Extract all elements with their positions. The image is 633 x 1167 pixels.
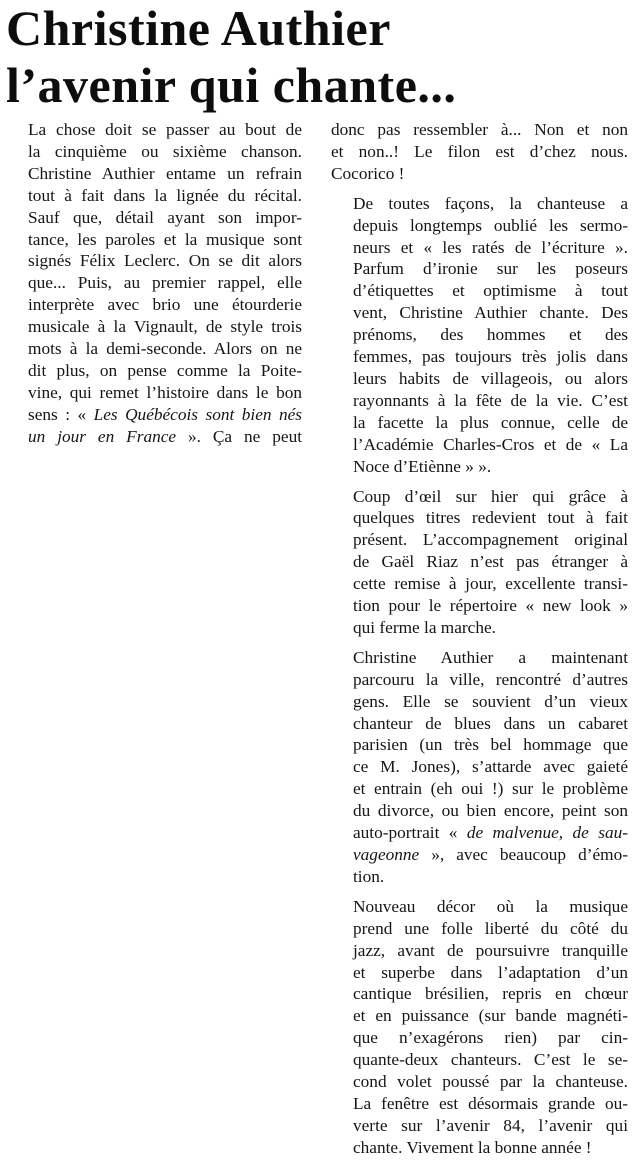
text-line: que n’exagérons rien) par cin- [353, 1028, 628, 1048]
text-line: ce M. Jones), s’attarde avec gaieté [353, 757, 628, 777]
text-line: verte sur l’avenir 84, l’avenir qui [353, 1115, 628, 1135]
headline-line-2: l’avenir qui chante... [6, 57, 457, 113]
text-line: chante. Vivement la bonne année ! [353, 1137, 592, 1157]
text-line: la cinquième ou sixième chanson. [28, 141, 302, 161]
text-line: quelques titres redevient tout à fait [353, 508, 628, 528]
article-headline [6, 0, 626, 114]
text-line: et en puissance (sur bande magnéti- [353, 1006, 628, 1026]
text-fragment: ». Ça ne peut [188, 426, 303, 446]
right-column [331, 119, 628, 1167]
text-line: donc pas ressembler à... Non et non [331, 120, 628, 139]
text-line: vine, qui remet l’histoire dans le bon [28, 382, 302, 402]
text-line: Parfum d’ironie sur les poseurs [353, 259, 628, 279]
text-line: neurs et « les ratés de l’écriture ». [353, 237, 628, 257]
text-line: La chose doit se passer au bout de [28, 120, 302, 139]
paragraph [331, 119, 628, 185]
text-line: et entrain (eh oui !) sur le problème [353, 779, 628, 799]
paragraph [331, 647, 628, 888]
text-fragment: auto-portrait « [353, 823, 458, 843]
text-line: rayonnants à la fête de la vie. C’est [353, 390, 628, 410]
text-line: parisien (un très bel hommage que [353, 735, 628, 755]
text-line: quante-deux chanteurs. C’est le se- [353, 1050, 628, 1070]
text-line: d’étiquettes et optimisme à tout [353, 281, 628, 301]
text-line: leurs habits de villageois, ou alors [353, 368, 628, 388]
text-line: présent. L’accompagnement original [353, 530, 628, 550]
text-line: Nouveau décor où la musique [353, 896, 628, 916]
left-column [6, 119, 302, 456]
text-line: tout à fait dans la lignée du récital. [28, 185, 302, 205]
text-line: et non..! Le filon est d’chez nous. [331, 141, 628, 161]
text-line: depuis longtemps oublié les sermo- [353, 215, 628, 235]
text-line: Christine Authier entame un refrain [28, 163, 302, 183]
text-line: prend une folle liberté du côté du [353, 918, 628, 938]
text-line: tion pour le répertoire « new look » [353, 596, 628, 616]
text-line [6, 426, 302, 448]
text-line: dit plus, on pense comme la Poite- [28, 360, 302, 380]
text-line: musicale à la Vignault, de style trois [28, 317, 302, 337]
text-line: cette remise à jour, excellente transi- [353, 574, 628, 594]
text-line: tance, les paroles et la musique sont [28, 229, 302, 249]
text-line: tion. [353, 866, 385, 886]
text-line: de Gaël Riaz n’est pas étranger à [353, 552, 628, 572]
paragraph [331, 486, 628, 639]
text-line: que... Puis, au premier rappel, elle [28, 273, 302, 293]
text-line: gens. Elle se souvient d’un vieux [353, 691, 628, 711]
quote-italic: vageonne [353, 845, 420, 864]
text-line: De toutes façons, la chanteuse a [353, 193, 628, 213]
text-line: parcouru la ville, rencontré d’autres [353, 669, 628, 689]
text-line: mots à la demi-seconde. Alors on ne [28, 339, 302, 359]
text-line: chanteur de blues dans un cabaret [353, 713, 628, 733]
quote-italic: un jour en France [28, 426, 177, 446]
text-line [331, 844, 628, 866]
quote-italic: de malvenue, de sau- [466, 823, 628, 843]
quote-italic: Les Québécois sont bien nés [93, 404, 303, 424]
text-line: Noce d’Etiènne » ». [353, 456, 492, 476]
text-line: jazz, avant de poursuivre tranquille [353, 940, 628, 960]
paragraph [331, 193, 628, 478]
text-line: Coup d’œil sur hier qui grâce à [353, 486, 628, 506]
text-line: la facette la plus connue, celle de [353, 412, 628, 432]
text-line: interprète avec brio une étourderie [28, 295, 302, 315]
text-line: cantique brésilien, repris en chœur [353, 984, 628, 1004]
text-line: signés Félix Leclerc. On se dit alors [28, 251, 302, 271]
text-line: femmes, pas toujours très jolis dans [353, 347, 628, 367]
text-line [331, 822, 628, 844]
text-line: qui ferme la marche. [353, 617, 496, 637]
text-line: vent, Christine Authier chante. Des [353, 303, 628, 323]
text-line: Sauf que, détail ayant son impor- [28, 207, 302, 227]
text-line: l’Académie Charles-Cros et de « La [353, 434, 628, 454]
paragraph [6, 119, 302, 448]
text-line: prénoms, des hommes et des [353, 325, 628, 345]
text-line: et superbe dans l’adaptation d’un [353, 962, 628, 982]
headline-line-1: Christine Authier [6, 0, 391, 56]
text-fragment: sens : « [28, 404, 87, 424]
text-fragment: », avec beaucoup d’émo- [431, 845, 628, 864]
paragraph [331, 896, 628, 1159]
text-line: du divorce, ou bien encore, peint son [353, 801, 628, 821]
text-line: Cocorico ! [331, 163, 405, 183]
text-line [6, 404, 302, 426]
text-line: cond volet poussé par la chanteuse. [353, 1072, 628, 1092]
text-line: La fenêtre est désormais grande ou- [353, 1093, 628, 1113]
text-line: Christine Authier a maintenant [353, 647, 628, 667]
